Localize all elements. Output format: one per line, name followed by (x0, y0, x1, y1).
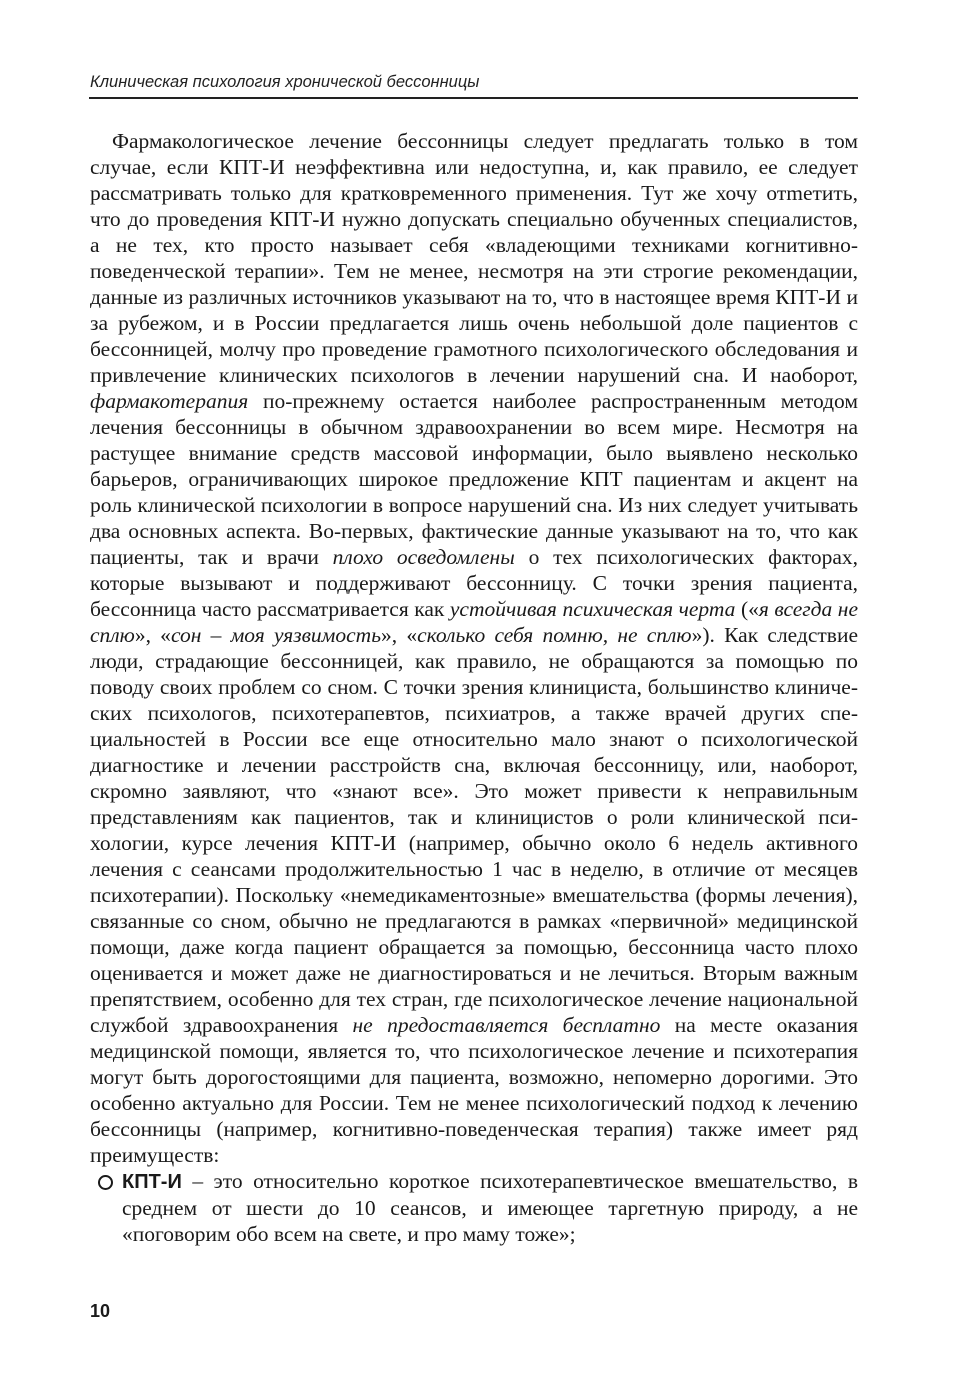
paragraph-text: Фармакологическое лечение бессонницы следует предлагать только в том случае, если КПТ-И неэффективна или недоступна, и, как правило, ее следует рассматривать только для кратковременного применения. Тут же хочу отmетить, что до проведения КПТ-И нужно допускать специально обученных специалистов, а не тех, кто просто называет себя «владеющими техниками когнитивно-поведенческой терапии». Тем не менее, несмотря на эти строгие рекомендации, данные из различных источников указывают на то, что в настоящее время КПТ-И и за рубежом, и в России предлагается лишь очень небольшой доле пациентов с бессонницей, молчу про проведение грамотного психологического обследования и привлечение клинических психологов в лечении нарушений сна. И наоборот, (90, 129, 858, 387)
emphasis-text: я всегда не сплю (90, 597, 858, 647)
emphasis-text: не предоставляется бесплатно (352, 1013, 661, 1037)
page-number: 10 (90, 1301, 111, 1321)
emphasis-text: фармакотерапия (90, 389, 249, 413)
emphasis-text: сон – моя уязвимость (170, 623, 381, 647)
paragraph-text: », « (381, 623, 418, 647)
main-paragraph (90, 128, 858, 1168)
paragraph-text: на месте оказания медицинской помощи, является то, что психологическое лечение и психотерапия могут быть дорогостоящими для пациента, возможно, непомерно дорогими. Это особенно актуально для России. Тем не менее психологический подход к лечению бессонницы (например, когнитивно-поведенческая терапия) также имеет ряд преимуществ: (90, 1013, 858, 1167)
body-text (90, 128, 858, 1247)
emphasis-text: плохо осведомлены (332, 545, 515, 569)
header-rule (89, 97, 858, 99)
paragraph-text: о тех психологических факторах, которые вызывают и поддерживают бессонницу. С точки зрения пациента, бессонница часто рассматривается как (90, 545, 858, 621)
emphasis-text: устойчивая психическая черта (449, 597, 736, 621)
running-head-title: Клиническая психология хронической бессонницы (90, 73, 480, 91)
list-item-term: КПТ-И (122, 1171, 182, 1193)
paragraph-text: », « (134, 623, 171, 647)
emphasis-text: сколько себя помню, не сплю (417, 623, 692, 647)
advantages-list (90, 1168, 858, 1247)
paragraph-text: »). Как следствие люди, страдающие бессонницей, как правило, не обращаются за помощью по поводу своих проблем со сном. С точки зрения клинициста, большинство клинических психологов, психотерапевтов, психиатров, а также врачей других специальностей в России все еще относительно мало знают о психологической диагностике и лечении расстройств сна, включая бессонницу, или, наоборот, скромно заявляют, что «знают все». Это может привести к неправильным представлениям как пациентов, так и клиницистов о роли клинической психологии, курсе лечения КПТ-И (например, обычно около 6 недель активного лечения с сеансами продолжительностью 1 час в неделю, в отличие от месяцев психотерапии). Поскольку «немедикаментозные» вмешательства (формы лечения), связанные со сном, обычно не предлагаются в рамках «первичной» медицинской помощи, даже когда пациент обращается за помощью, бессонница часто плохо оценивается и может даже не диагностироваться и не лечиться. Вторым важным препятствием, особенно для тех стран, где психологическое лечение национальной службой здравоохранения (90, 623, 859, 1037)
paragraph-text: по-прежнему остается наиболее распространенным методом лечения бессонницы в обычном здравоохранении во всем мире. Несмотря на растущее внимание средств массовой информации, было выявлено несколько барьеров, ограничивающих широкое предложение КПТ пациентам и акцент на роль клинической психологии в вопросе нарушений сна. Из них следует учитывать два основных аспекта. Во-первых, фактические данные указывают на то, что как пациенты, так и врачи (90, 389, 858, 569)
paragraph-text: (« (735, 597, 759, 621)
list-item-text: – это относительно короткое психотерапевтическое вмешательство, в среднем от шести до 10 сеансов, и имеющее таргетную природу, а не «поговорим обо всем на свете, и про маму тоже»; (122, 1169, 858, 1246)
list-item (90, 1168, 858, 1247)
circle-bullet-icon (98, 1175, 113, 1190)
